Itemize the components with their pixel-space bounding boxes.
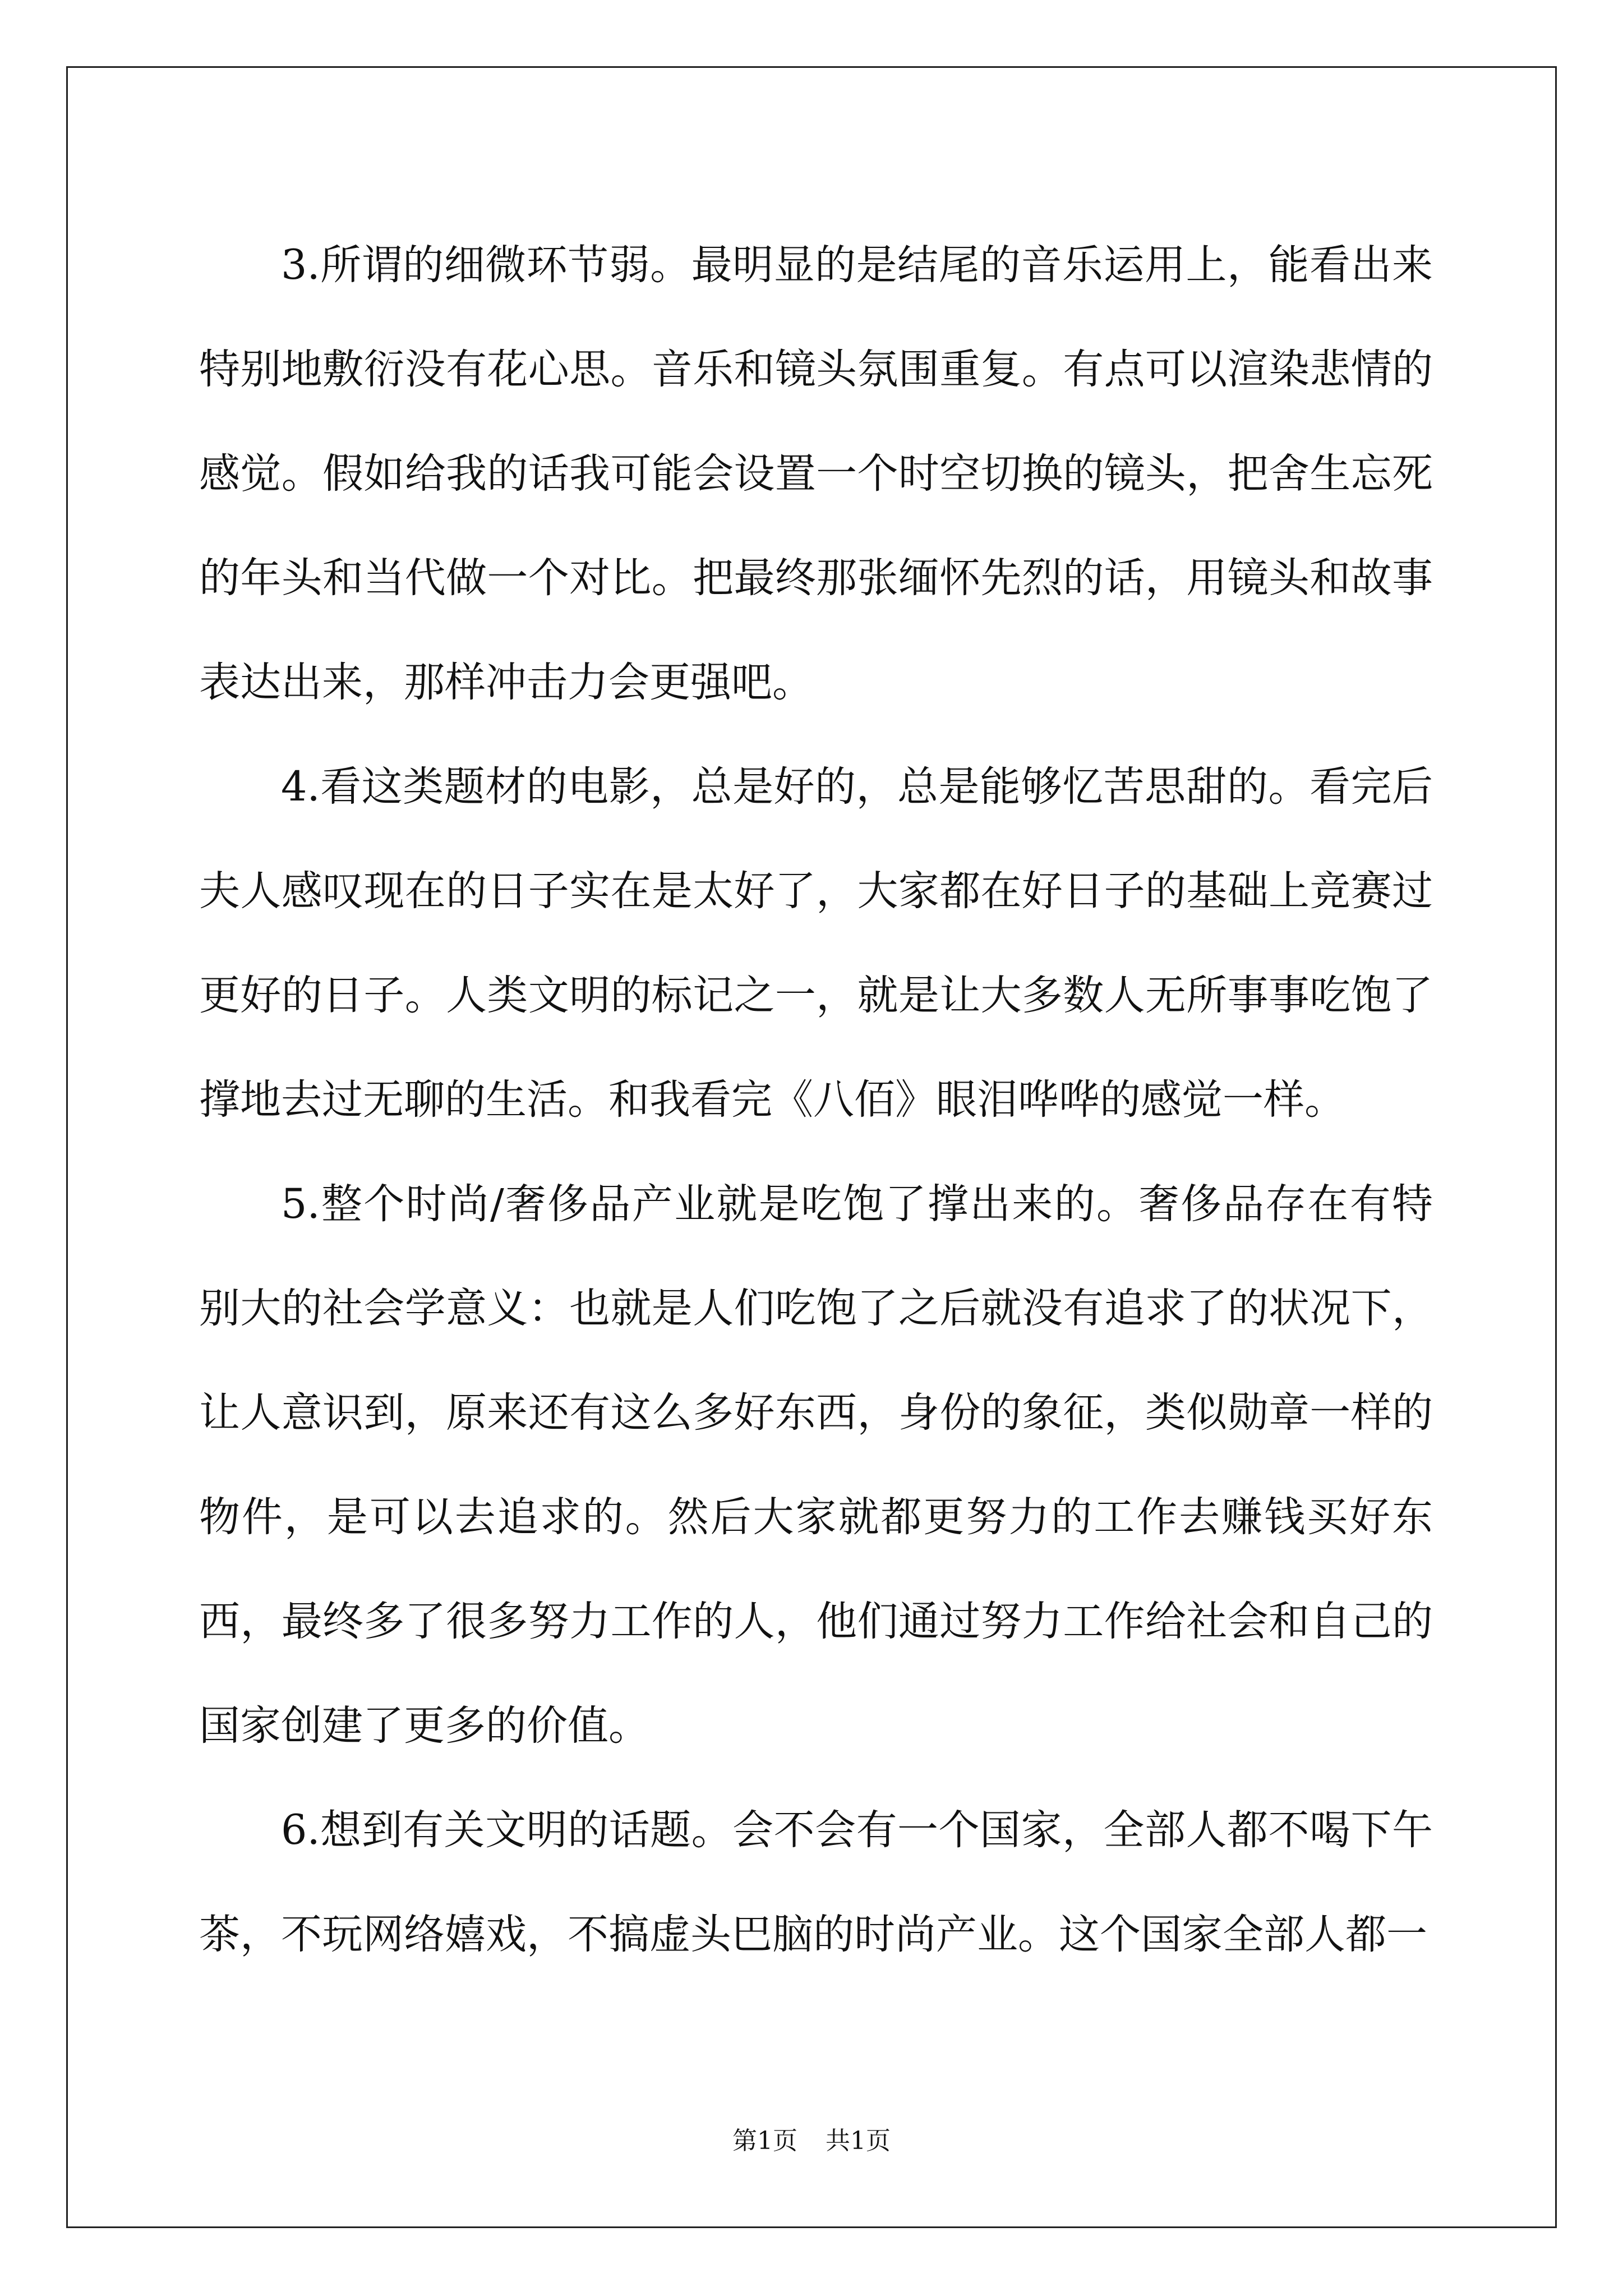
- page-footer: [0, 2120, 1623, 2156]
- paragraph-4: 4.看这类题材的电影，总是好的，总是能够忆苦思甜的。看完后夫人感叹现在的日子实在是太好了，大家都在好日子的基础上竞赛过更好的日子。人类文明的标记之一，就是让大多数人无所事事吃饱了撑地去过无聊的生活。和我看完《八佰》眼泪哗哗的感觉一样。: [199, 763, 1433, 1124]
- paragraph-3: 3.所谓的细微环节弱。最明显的是结尾的音乐运用上，能看出来特别地敷衍没有花心思。音乐和镜头氛围重复。有点可以渲染悲情的感觉。假如给我的话我可能会设置一个时空切换的镜头，把舍生忘死的年头和当代做一个对比。把最终那张缅怀先烈的话，用镜头和故事表达出来，那样冲击力会更强吧。: [199, 241, 1433, 706]
- paragraph-6: 6.想到有关文明的话题。会不会有一个国家，全部人都不喝下午茶，不玩网络嬉戏，不搞虚头巴脑的时尚产业。这个国家全部人都一: [199, 1806, 1433, 1958]
- paragraph-5: 5.整个时尚/奢侈品产业就是吃饱了撑出来的。奢侈品存在有特别大的社会学意义：也就是人们吃饱了之后就没有追求了的状况下，让人意识到，原来还有这么多好东西，身份的象征，类似勋章一样的物件，是可以去追求的。然后大家就都更努力的工作去赚钱买好东西，最终多了很多努力工作的人，他们通过努力工作给社会和自己的国家创建了更多的价值。: [199, 1180, 1433, 1750]
- page-number: 第1页: [732, 2127, 797, 2155]
- page-total: 共1页: [826, 2127, 891, 2155]
- document-body: [199, 213, 1433, 1987]
